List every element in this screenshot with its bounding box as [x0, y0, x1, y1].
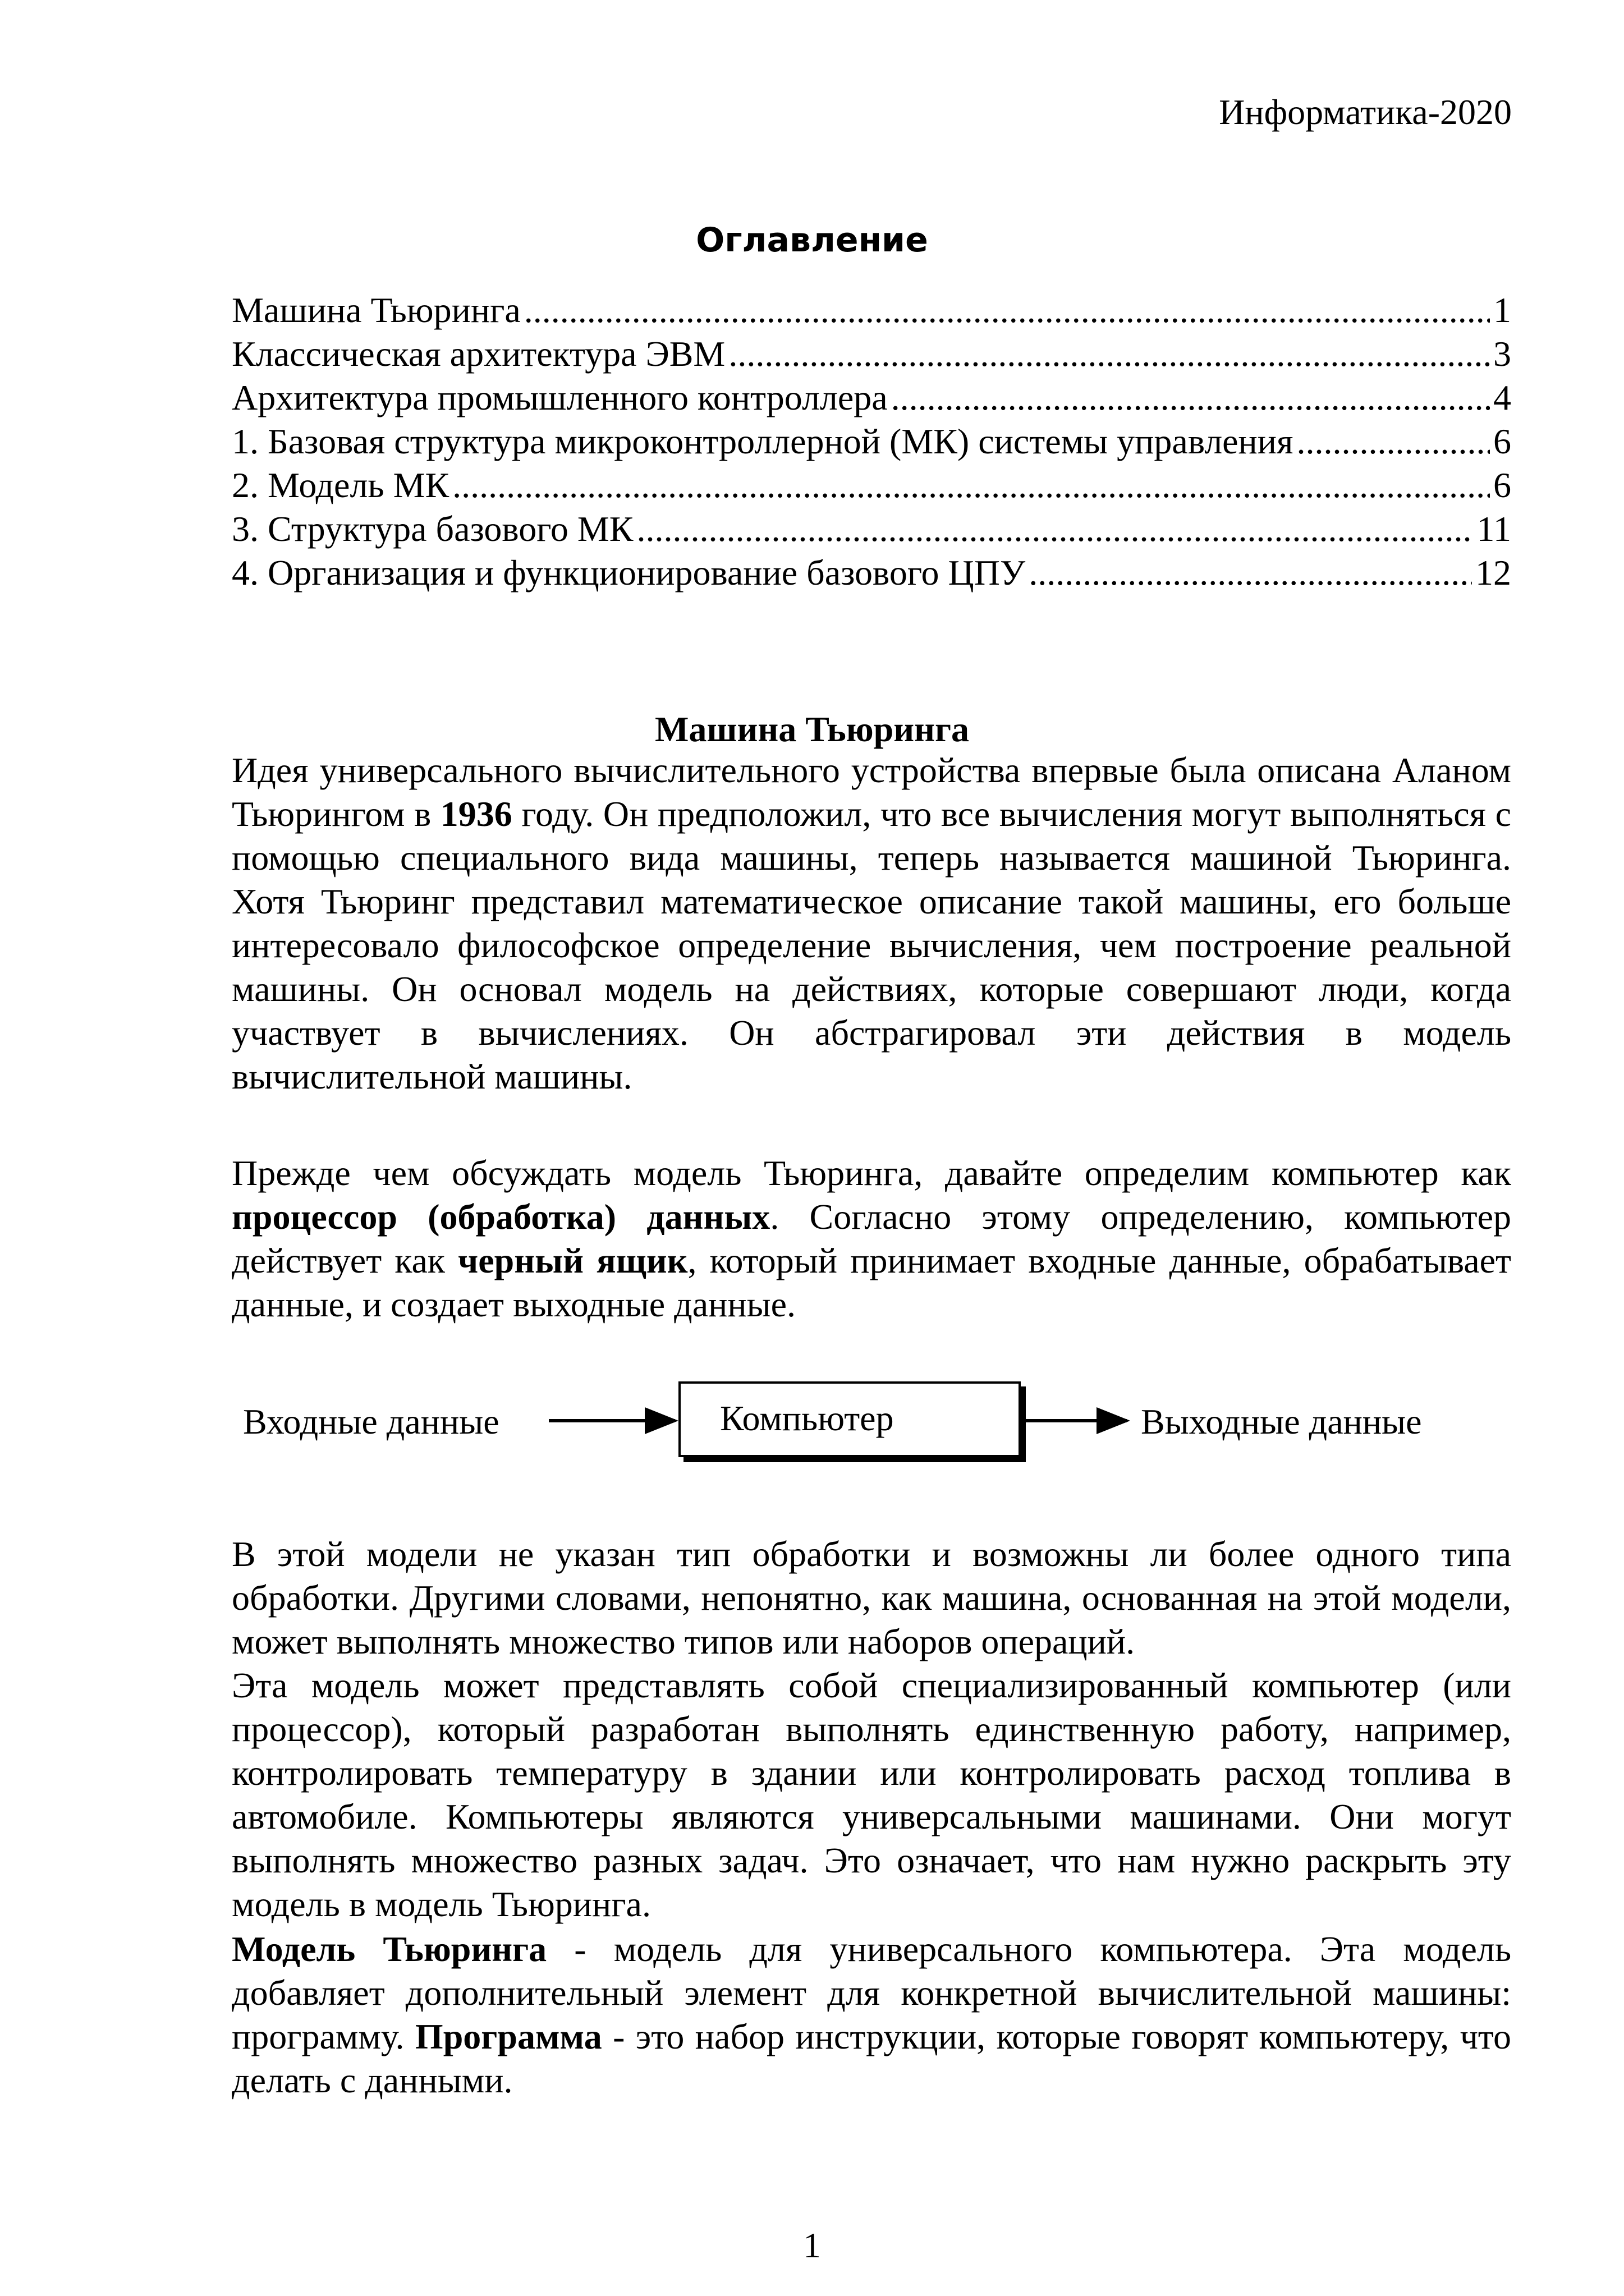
bold-term: процессор (обработка) данных [232, 1197, 770, 1237]
toc-leader-dots [452, 463, 1490, 507]
page-number: 1 [803, 2225, 821, 2265]
paragraph-model-limits: В этой модели не указан тип обработки и возможны ли более одного типа обработки. Другими словами, непонятно, как машина, основанная на этой модели, может выполнять множество типов или наборов операций. [232, 1534, 1511, 1661]
toc-title: Оглавление [696, 221, 928, 260]
toc-leader-dots [728, 332, 1490, 376]
toc-entry[interactable] [232, 551, 1511, 595]
output-data-label: Выходные данные [1141, 1402, 1422, 1441]
toc-entry-text: Машина Тьюринга [232, 290, 521, 330]
text-run: - это набор инструкции, которые говорят компьютеру, что делать с данными. [232, 2017, 1512, 2100]
section-title: Машина Тьюринга [655, 709, 969, 749]
bold-term: черный ящик [458, 1241, 688, 1280]
toc-entry[interactable] [232, 332, 1511, 376]
bold-term: Модель Тьюринга [232, 1929, 547, 1969]
bold-year: 1936 [440, 794, 512, 834]
toc-leader-dots [636, 507, 1473, 551]
computer-box [678, 1381, 1021, 1457]
toc-entry-text: Классическая архитектура ЭВМ [232, 334, 726, 374]
paragraph-turing-model [232, 1927, 1511, 2102]
toc-entry-text: 3. Структура базового МК [232, 509, 634, 549]
table-of-contents [232, 288, 1511, 595]
toc-entry[interactable] [232, 463, 1511, 507]
text-run: , который принимает входные данные, обрабатывает данные, и создает выходные данные. [232, 1241, 1512, 1324]
paragraph-definition [232, 1151, 1511, 1326]
toc-entry-text: 1. Базовая структура микроконтроллерной (МК) системы управления [232, 421, 1293, 461]
toc-entry-page: 3 [1493, 334, 1511, 374]
toc-entry-page: 6 [1493, 465, 1511, 505]
text-run: году. Он предположил, что все вычисления могут выполняться с помощью специального вида машины, теперь называется машиной Тьюринга. Хотя Тьюринг представил математическое описание такой машины, его больше интересовало философское определение вычисления, чем построение реальной машины. Он основал модель на действиях, которые совершают люди, когда участвует в вычислениях. Он абстрагировал эти действия в модель вычислительной машины. [232, 794, 1511, 1096]
paragraph-intro [232, 749, 1511, 1099]
toc-entry-page: 4 [1493, 378, 1511, 417]
running-header: Информатика-2020 [1219, 92, 1512, 132]
text-run: Прежде чем обсуждать модель Тьюринга, давайте определим компьютер как [232, 1153, 1511, 1193]
bold-term: Программа [415, 2017, 602, 2056]
toc-entry[interactable] [232, 376, 1511, 420]
text-run: - модель для универсального компьютера. Эта модель добавляет дополнительный элемент для конкретной вычислительной машины: программу. [232, 1929, 1512, 2056]
toc-entry-page: 12 [1475, 553, 1511, 593]
toc-entry-text: Архитектура промышленного контроллера [232, 378, 888, 417]
toc-entry-text: 2. Модель МК [232, 465, 449, 505]
computer-box-label: Компьютер [720, 1398, 894, 1438]
toc-entry[interactable] [232, 420, 1511, 463]
toc-entry-page: 1 [1493, 290, 1511, 330]
black-box-diagram [232, 1369, 1511, 1493]
toc-entry-page: 6 [1493, 421, 1511, 461]
toc-leader-dots [1296, 420, 1490, 463]
toc-leader-dots [891, 376, 1490, 420]
text-run: . Согласно этому определению, компьютер действует как [232, 1197, 1512, 1280]
toc-leader-dots [1029, 551, 1472, 595]
paragraph-specialized-computer: Эта модель может представлять собой специализированный компьютер (или процессор), который разработан выполнять единственную работу, например, контролировать температуру в здании или контролировать расход топлива в автомобиле. Компьютеры являются универсальными машинами. Они могут выполнять множество разных задач. Это означает, что нам нужно раскрыть эту модель в модель Тьюринга. [232, 1665, 1511, 1924]
toc-leader-dots [524, 288, 1490, 332]
toc-entry[interactable] [232, 288, 1511, 332]
toc-entry-text: 4. Организация и функционирование базового ЦПУ [232, 553, 1026, 593]
text-run: Идея универсального вычислительного устройства впервые была описана Аланом Тьюрингом в [232, 750, 1511, 834]
toc-entry[interactable] [232, 507, 1511, 551]
input-data-label: Входные данные [243, 1402, 499, 1441]
toc-entry-page: 11 [1476, 509, 1511, 549]
